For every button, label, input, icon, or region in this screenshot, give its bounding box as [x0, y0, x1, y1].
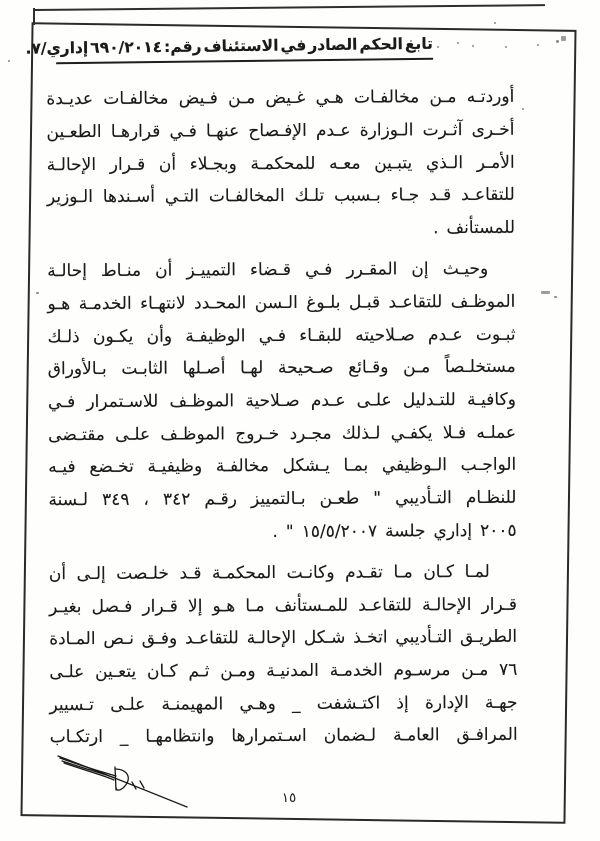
word: مـن [461, 659, 489, 681]
case-header [25, 34, 434, 65]
scan-speck [537, 44, 539, 46]
word: للتـدليل [402, 390, 456, 411]
word: الـذي [425, 152, 464, 173]
word: للمستأنف [446, 217, 516, 239]
word: يتعـين [95, 661, 137, 683]
word: التمييـز [186, 260, 236, 281]
word: _ [119, 727, 129, 748]
word: وحيـث [442, 259, 489, 280]
word: فـصل [91, 596, 133, 617]
word: الموظـف [450, 291, 516, 313]
word: مـا [245, 595, 265, 616]
word: قـد [429, 185, 452, 206]
word: صـلاحيته [355, 324, 415, 346]
word: للتقاعـد [388, 292, 443, 313]
word: الطعـين [46, 121, 102, 143]
word: المقـرر [346, 259, 398, 280]
word: هـو [212, 595, 236, 617]
word: مـن [228, 88, 256, 109]
text-line [49, 588, 517, 623]
word: وكافيـة [466, 389, 516, 411]
word: غـيض [265, 88, 306, 109]
word: مستخلـصاً [444, 357, 516, 378]
word: وقـائع [348, 357, 389, 378]
word: _ [291, 693, 301, 714]
word: التـي [164, 186, 200, 208]
word: أوردتـه [466, 87, 515, 108]
scan-speck [505, 46, 507, 48]
word: الطريـق [459, 627, 518, 648]
word: فـلا [442, 422, 467, 443]
word: عملـه [476, 422, 517, 443]
word: بـالتمييز [250, 488, 306, 510]
word: الموظـف [169, 391, 235, 412]
word: أصـلها [182, 358, 226, 379]
text-line [48, 482, 516, 517]
word: في [280, 36, 307, 55]
word: الـوظيفي [381, 455, 448, 476]
word: بـالأوراق [47, 359, 107, 380]
word: للتقاعـد [185, 628, 239, 649]
word: وظيفيـة [147, 456, 203, 478]
word: . [433, 218, 439, 239]
word: للبقـاء [299, 325, 343, 346]
word: الخدمـة [329, 660, 383, 681]
word: ثـم [188, 661, 210, 682]
word: قـضاء [249, 260, 292, 281]
word: عنهـا [205, 121, 240, 142]
word: خـروج [235, 423, 280, 444]
word: رقـم [204, 489, 238, 510]
word: يتبـين [374, 153, 413, 174]
scan-artifact-line [34, 4, 545, 11]
word: كـان [423, 562, 455, 583]
word: علـى [110, 694, 146, 715]
scan-speck [554, 296, 557, 298]
scan-speck [522, 108, 524, 110]
word: عـدم [315, 120, 351, 141]
word: المحـدد [194, 293, 247, 314]
word: للتقاعـد [358, 594, 413, 616]
word: مقتـضى [48, 424, 105, 445]
word: مـن [403, 357, 431, 378]
word: جهـة [484, 692, 518, 713]
word: آثـرت [422, 120, 463, 141]
word: بغيـر [49, 596, 82, 617]
word: الـسن [254, 292, 298, 314]
body-paragraph [49, 555, 518, 754]
word: العامـة [393, 725, 440, 746]
word: أخـرى [471, 119, 515, 141]
word: قـرار [481, 594, 518, 615]
word: الإدارة [424, 692, 469, 713]
word: مـا [393, 562, 413, 583]
word: للتقاعـد [461, 185, 515, 206]
word: تلـك [294, 186, 325, 207]
word: عديـدة [46, 89, 94, 110]
word: المحكمـة [211, 563, 277, 584]
word: عـدم [427, 324, 463, 345]
word: رقم: [164, 37, 202, 56]
body-paragraph [46, 81, 515, 247]
word: وكانـت [286, 562, 335, 583]
word: ٣٤٩ [101, 489, 130, 511]
word: الإحالـة [422, 594, 472, 615]
word: لهـا [240, 358, 264, 379]
word: اسـتمرارها [231, 726, 307, 747]
word: بلـوغ [306, 292, 341, 313]
word: إداري/٧. [25, 38, 89, 58]
word: ٢٠٠٥ [479, 520, 517, 541]
scan-speck [556, 40, 559, 43]
word: التـأديبي [394, 488, 452, 509]
word: علـى [115, 424, 151, 445]
word: المخالفـات [208, 186, 285, 207]
word: لمـا [464, 561, 490, 583]
word: الاستئناف [203, 36, 279, 56]
page-number: ١٥ [281, 790, 297, 806]
word: شـكل [303, 628, 346, 649]
word: ٣٤٢ [162, 489, 191, 510]
word: الوظيفـة [185, 325, 246, 347]
word: الموظـف [160, 424, 226, 445]
word: فيـه [48, 457, 76, 478]
word: وفـق [141, 628, 178, 650]
word: لانتهـاء [140, 293, 186, 314]
text-line [48, 514, 516, 549]
word: أن [48, 564, 67, 585]
word: مـن [429, 87, 457, 108]
body-text [46, 81, 518, 763]
word: هـو [47, 294, 71, 315]
word: فـي [169, 121, 197, 142]
word: مخالفـات [103, 88, 169, 110]
word: الـوزارة [359, 120, 414, 141]
word: التـأديبي [395, 627, 453, 648]
word: عـدم [310, 390, 346, 411]
word: أن [158, 154, 177, 175]
scan-speck [36, 292, 39, 294]
word: اتخـذ [353, 627, 388, 648]
word: وبجـلاء [189, 153, 237, 175]
word: المدنيـة [266, 660, 319, 682]
text-line [47, 285, 515, 320]
word: المرافـق [456, 725, 518, 746]
word: ذلـك [47, 326, 80, 347]
scan-speck [541, 291, 550, 294]
word: للنظـام [465, 487, 517, 509]
scan-speck [437, 46, 439, 48]
word: مخالفـة [215, 456, 270, 477]
word: قـرار [142, 596, 178, 617]
word: قـد [179, 563, 202, 584]
word: الحكم [359, 35, 403, 54]
word: إحالـة [47, 261, 87, 282]
word: إلـى [76, 563, 106, 585]
word: أن [155, 260, 173, 281]
word: . [272, 521, 278, 542]
word: صـلاحية [245, 390, 300, 412]
word: قرارهـا [110, 121, 161, 142]
text-line [46, 113, 514, 148]
word: معـه [329, 153, 361, 174]
text-line [48, 383, 516, 418]
text-line [47, 146, 515, 181]
word: أسـندها [102, 187, 155, 208]
word: وهـي [239, 693, 276, 714]
text-line [49, 555, 517, 590]
text-line [47, 179, 515, 214]
word: لـضمان [323, 725, 377, 747]
word: قبـل [348, 292, 381, 313]
word: علـى [49, 662, 85, 683]
word: لـسنة [48, 490, 89, 511]
word: يكفـي [390, 422, 433, 444]
word: الإفـصاح [248, 120, 307, 142]
text-line [50, 719, 518, 754]
word: خلـصت [116, 563, 169, 584]
word: " [373, 488, 382, 509]
scan-speck [494, 22, 496, 24]
word: للمحكمـة [250, 153, 316, 174]
word: ٧٦ [498, 659, 518, 680]
word: لـذلك [341, 423, 381, 444]
text-line [49, 653, 517, 688]
signature-scrawl [50, 750, 200, 815]
word: ٦٩٠/٢٠١٤ [90, 38, 163, 57]
word: قـرار [109, 154, 146, 175]
word: بمـا [343, 455, 369, 477]
word: اكتـشفت [316, 693, 381, 714]
word: إداري [433, 520, 473, 541]
text-line [47, 253, 515, 288]
word: مجـرد [289, 423, 332, 444]
body-paragraph [47, 253, 517, 550]
word: تقـدم [345, 562, 383, 583]
text-line [47, 318, 515, 353]
word: المـادة [49, 629, 96, 650]
word: فـي [47, 392, 76, 413]
word: إن [411, 259, 429, 280]
word: المهيمنـة [161, 694, 224, 715]
text-line [48, 449, 516, 484]
word: ١٥/٥/٢٠٠٧ [301, 521, 378, 542]
word: تخـضع [89, 457, 134, 478]
text-line [47, 212, 515, 247]
scan-speck [472, 45, 474, 47]
word: نـص [103, 629, 134, 650]
word: علـى [356, 390, 392, 411]
scan-speck [457, 42, 459, 44]
word: للمـستأنف [274, 595, 349, 616]
scan-artifact-tick [33, 8, 35, 25]
text-line [49, 686, 517, 721]
word: الإحالـة [246, 628, 297, 649]
word: صـحيحة [277, 358, 334, 379]
word: الصادر [308, 35, 358, 55]
word: ثبـوت [475, 324, 516, 345]
word: تـسيير [49, 694, 95, 715]
word: فـي [305, 260, 333, 281]
scan-speck [8, 60, 10, 62]
word: إلا [187, 596, 203, 617]
word: الـوزير [46, 187, 93, 208]
word: كـان [146, 661, 178, 682]
word: للاسـتمرار [86, 391, 159, 413]
word: ارتكـاب [49, 727, 103, 748]
word: مخالفـات [353, 87, 420, 108]
word: الواجـب [460, 455, 517, 476]
text-line [48, 416, 516, 451]
word: فـيض [178, 88, 218, 109]
word: وأن [146, 326, 173, 347]
scan-speck [561, 36, 566, 41]
word: الثابـت [121, 358, 169, 380]
word: إذ [396, 693, 409, 714]
word: طعـن [319, 488, 360, 509]
text-line [48, 351, 516, 386]
word: منـاط [100, 261, 142, 282]
word: جلسة [385, 521, 426, 542]
text-line [49, 621, 517, 656]
word: الخدمـة [78, 293, 132, 315]
word: الإحالـة [46, 154, 97, 175]
word: يـشكل [282, 456, 330, 477]
text-line [46, 81, 514, 116]
word: ومـن [220, 661, 256, 682]
word: جـاء [390, 185, 420, 206]
word: هـي [315, 88, 344, 109]
word: الأمـر [476, 152, 515, 173]
word: تابع [404, 34, 434, 54]
word: مرسـوم [393, 660, 451, 681]
word: يكـون [92, 326, 134, 347]
word: " [285, 521, 294, 542]
word: وانتظامهـا [145, 726, 215, 748]
word: ، [143, 489, 149, 510]
word: بـسبب [334, 185, 381, 207]
word: فـي [258, 325, 287, 346]
